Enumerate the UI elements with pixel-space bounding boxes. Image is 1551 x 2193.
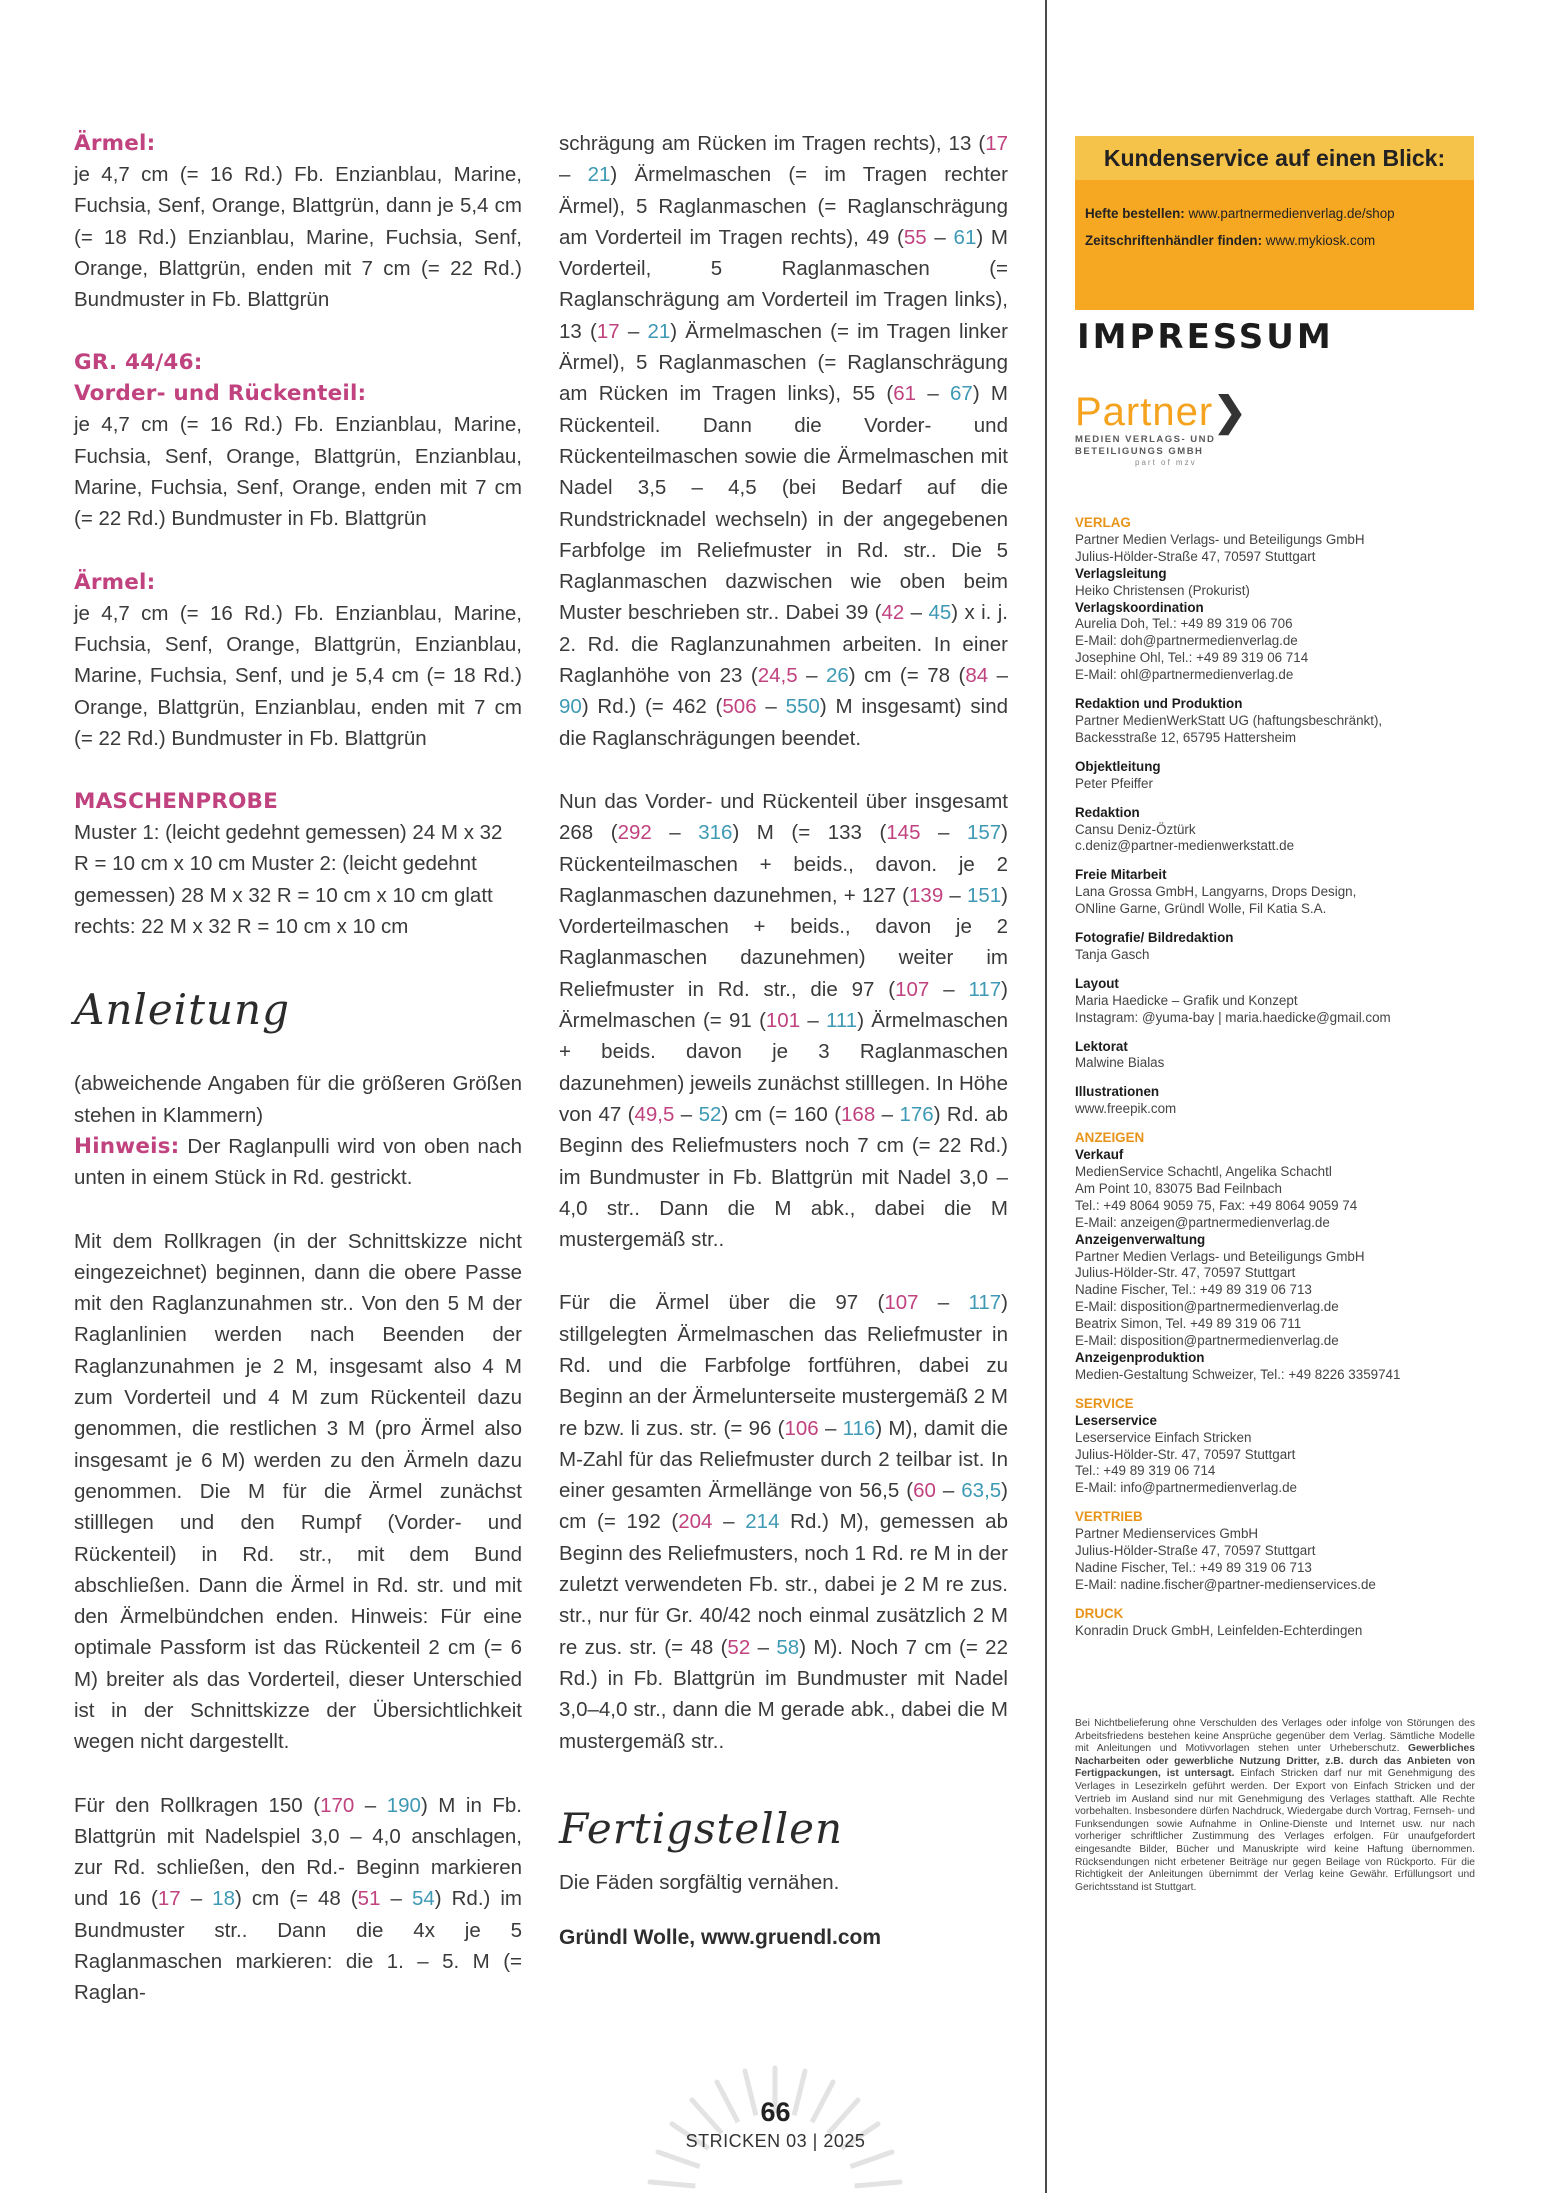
customer-service-title: Kundenservice auf einen Blick:: [1075, 136, 1474, 180]
paragraph: schrägung am Rücken im Tragen rechts), 13 (17 – 21) Ärmelmaschen (= im Tragen rechter Ärmel), 5 Raglanmaschen (= Raglanschrägung am Vorderteil im Tragen rechts), 49 (55 – 61) M Vorderteil, 5 Raglanmaschen (= Raglanschrägung am Vorderteil im Tragen links), 13 (17 – 21) Ärmelmaschen (= im Tragen linker Ärmel), 5 Raglanmaschen (= Raglanschrägung am Rücken im Tragen links), 55 (61 – 67) M Rückenteil. Dann die Vorder- und Rückenteilmaschen sowie die Ärmelmaschen mit Nadel 3,5 – 4,5 (bei Bedarf auf die Rundstricknadel wechseln) in der angegebenen Farbfolge im Reliefmuster in Rd. str.. Die 5 Raglanmaschen dazwischen wie oben beim Muster beschrieben str.. Dabei 39 (42 – 45) x i. j. 2. Rd. die Raglanzunahmen arbeiten. In einer Raglanhöhe von 23 (24,5 – 26) cm (= 78 (84 – 90) Rd.) (= 462 (506 – 550) M insgesamt) sind die Raglanschrägungen beendet.: [559, 132, 1009, 750]
hint-label: Hinweis:: [74, 1133, 180, 1159]
hint-text: Der Raglanpulli wird von oben nach unten in einem Stück in Rd. gestrickt.: [74, 1134, 522, 1190]
paragraph: je 4,7 cm (= 16 Rd.) Fb. Enzianblau, Marine, Fuchsia, Senf, Orange, Blattgrün, Enzianblau, Marine, Fuchsia, Senf, und je 5,4 cm (= 18 Rd.) Orange, Blattgrün, Enzianblau, enden mit 7 cm (= 22 Rd.) Bundmuster in Fb. Blattgrün: [74, 601, 522, 750]
legal-notice: Bei Nichtbelieferung ohne Verschulden des Verlages oder infolge von Störungen des Arbeitsfriedens bestehen keine Ansprüche gegenüber dem Verlag. Sämtliche Modelle mit Anleitungen und Motivvorlagen stehen unter Urheberschutz. Gewerbliches Nacharbeiten oder gewerbliche Nutzung Dritter, z.B. durch das Anbieten von Fertigpackungen, ist untersagt. Einfach Stricken darf nur mit Genehmigung des Verlages in Lesezirkeln geführt werden. Der Export von Einfach Stricken und der Vertrieb im Ausland sind nur mit Genehmigung des Verlages statthaft. Alle Rechte vorbehalten. Insbesondere dürfen Nachdruck, Wiedergabe durch Vortrag, Fernseh- und Funksendungen sowie Aufnahme in Online-Dienste und Internet usw. nur nach vorheriger schriftlicher Zustimmung des Verlages erfolgen. Für unaufgefordert eingesandte Bilder, Bücher und Manuskripte wird keine Haftung übernommen. Rücksendungen nicht erbetener Beiträge nur gegen Beilage von Rückporto. Für die Richtigkeit der Anleitungen übernimmt der Verlag keine Gewähr. Erfüllungsort und Gerichtsstand ist Stuttgart.: [1075, 1718, 1475, 1893]
paragraph: Mit dem Rollkragen (in der Schnittskizze nicht eingezeichnet) beginnen, dann die obere Passe mit den Raglanzunahmen str.. Von den 5 M der Raglanlinien werden nach Beenden der Raglanzunahmen je 2 M, insgesamt also 4 M zum Vorderteil und 4 M zum Rückenteil dazu genommen, die restlichen 3 M (pro Ärmel also insgesamt je 6 M) werden zu den Ärmeln dazu genommen. Die M für die Ärmel zunächst stilllegen und den Rumpf (Vorder- und Rückenteil) in Rd. str., mit dem Bund abschließen. Dann die Ärmel in Rd. str. und mit den Ärmelbündchen enden. Hinweis: Für eine optimale Passform ist das Rückenteil 2 cm (= 6 M) breiter als das Vorderteil, dieser Unterschied ist in der Schnittskizze der Übersichtlichkeit wegen nicht dargestellt.: [74, 1229, 522, 1754]
paragraph: Muster 1: (leicht gedehnt gemessen) 24 M x 32 R = 10 cm x 10 cm Muster 2: (leicht gedehnt gemessen) 28 M x 32 R = 10 cm x 10 cm glatt rechts: 22 M x 32 R = 10 cm x 10 cm: [74, 821, 503, 939]
paragraph: Für den Rollkragen 150 (170 – 190) M in Fb. Blattgrün mit Nadelspiel 3,0 – 4,0 anschlagen, zur Rd. schließen, den Rd.- Beginn markieren und 16 (17 – 18) cm (= 48 (51 – 54) Rd.) im Bundmuster str.. Dann die 4x je 5 Raglanmaschen markieren: die 1. – 5. M (= Raglan-: [74, 1793, 523, 2005]
order-line: Hefte bestellen: www.partnermedienverlag.de/shop: [1085, 206, 1395, 221]
column-divider: [1045, 0, 1047, 2193]
paragraph: je 4,7 cm (= 16 Rd.) Fb. Enzianblau, Marine, Fuchsia, Senf, Orange, Blattgrün, Enzianblau, Marine, Fuchsia, Senf, Orange, enden mit 7 cm (= 22 Rd.) Bundmuster in Fb. Blattgrün: [74, 413, 522, 531]
publisher-logo: Partner❯ MEDIEN VERLAGS- UND BETEILIGUNGS GMBH part of mzv: [1075, 390, 1248, 467]
customer-service-box: [1075, 136, 1474, 310]
paragraph: Nun das Vorder- und Rückenteil über insgesamt 268 (292 – 316) M (= 133 (145 – 157) Rückenteilmaschen + beids., davon. je 2 Raglanmaschen dazunehmen, + 127 (139 – 151) Vorderteilmaschen + beids., davon je 2 Raglanmaschen dazunehmen) weiter im Reliefmuster in Rd. str., die 97 (107 – 117) Ärmelmaschen (= 91 (101 – 111) Ärmelmaschen + beids. davon je 3 Raglanmaschen dazunehmen) jeweils zunächst stilllegen. In Höhe von 47 (49,5 – 52) cm (= 160 (168 – 176) Rd. ab Beginn des Reliefmusters noch 7 cm (= 22 Rd.) im Bundmuster in Fb. Blattgrün mit Nadel 3,0 – 4,0 str.. Dann die M abk., dabei die M mustergemäß str..: [559, 789, 1009, 1252]
heading-aermel: Ärmel:: [74, 131, 156, 156]
kiosk-link[interactable]: www.mykiosk.com: [1262, 233, 1376, 248]
paragraph: (abweichende Angaben für die größeren Größen stehen in Klammern): [74, 1072, 522, 1127]
impressum-details: VERLAG Partner Medien Verlags- und Beteiligungs GmbH Julius-Hölder-Straße 47, 70597 Stuttgart Verlagsleitung Heiko Christensen (Prokurist) Verlagskoordination Aurelia Doh, Tel.: +49 89 319 06 706 E-Mail: doh@partnermedienverlag.de Josephine Ohl, Tel.: +49 89 319 06 714 E-Mail: ohl@partnermedienverlag.de Redaktion und Produktion Partner MedienWerkStatt UG (haftungsbeschränkt), Backesstraße 12, 65795 Hattersheim Objektleitung Peter Pfeiffer Redaktion Cansu Deniz-Öztürk c.deniz@partner-medienwerkstatt.de Freie Mitarbeit Lana Grossa GmbH, Langyarns, Drops Design, ONline Garne, Gründl Wolle, Fil Katia S.A. Fotografie/ Bildredaktion Tanja Gasch Layout Maria Haedicke – Grafik und Konzept Instagram: @yuma-bay | maria.haedicke@gmail.com Lektorat Malwine Bialas Illustrationen www.freepik.com ANZEIGEN Verkauf MedienService Schachtl, Angelika Schachtl Am Point 10, 83075 Bad Feilnbach Tel.: +49 8064 9059 75, Fax: +49 8064 9059 74 E-Mail: anzeigen@partnermedienverlag.de Anzeigenverwaltung Partner Medien Verlags- und Beteiligungs GmbH Julius-Hölder-Str. 47, 70597 Stuttgart Nadine Fischer, Tel.: +49 89 319 06 713 E-Mail: disposition@partnermedienverlag.de Beatrix Simon, Tel. +49 89 319 06 711 E-Mail: disposition@partnermedienverlag.de Anzeigenproduktion Medien-Gestaltung Schweizer, Tel.: +49 8226 3359741 SERVICE Leserservice Leserservice Einfach Stricken Julius-Hölder-Str. 47, 70597 Stuttgart Tel.: +49 89 319 06 714 E-Mail: info@partnermedienverlag.de VERTRIEB Partner Medienservices GmbH Julius-Hölder-Straße 47, 70597 Stuttgart Nadine Fischer, Tel.: +49 89 319 06 713 E-Mail: nadine.fischer@partner-medienservices.de DRUCK Konradin Druck GmbH, Leinfelden-Echterdingen: [1075, 515, 1401, 1638]
paragraph: je 4,7 cm (= 16 Rd.) Fb. Enzianblau, Marine, Fuchsia, Senf, Orange, Blattgrün, dann je 5,4 cm (= 18 Rd.) Enzianblau, Marine, Fuchsia, Senf, Orange, Blattgrün, enden mit 7 cm (= 22 Rd.) Bundmuster in Fb. Blattgrün: [74, 163, 522, 312]
heading-size: GR. 44/46:: [74, 350, 203, 376]
paragraph: [74, 1131, 522, 1194]
paragraph: Für die Ärmel über die 97 (107 – 117) stillgelegten Ärmelmaschen das Reliefmuster in Rd. und die Farbfolge fortführen, dabei zu Beginn an der Ärmelunterseite mustergemäß 2 M re bzw. li zus. str. (= 96 (106 – 116) M), damit die M-Zahl für das Reliefmuster durch 2 teilbar ist. In einer gesamten Ärmellänge von 56,5 (60 – 63,5) cm (= 192 (204 – 214 Rd.) M), gemessen ab Beginn des Reliefmusters, noch 1 Rd. re M in der zuletzt verwendeten Fb. str., dabei je 2 M re zus. str., nur für Gr. 40/42 noch einmal zusätzlich 2 M re zus. str. (= 48 (52 – 58) M). Noch 7 cm (= 22 Rd.) in Fb. Blattgrün im Bundmuster mit Nadel 3,0–4,0 str., dann die M gerade abk., dabei die M mustergemäß str..: [559, 1291, 1009, 1753]
page-number: 66: [760, 2097, 791, 2127]
retailer-line: Zeitschriftenhändler finden: www.mykiosk.com: [1085, 233, 1376, 248]
shop-link[interactable]: www.partnermedienverlag.de/shop: [1184, 206, 1395, 221]
heading-aermel: Ärmel:: [74, 569, 156, 595]
paragraph: Die Fäden sorgfältig vernähen.: [559, 1870, 840, 1894]
yarn-source: Gründl Wolle, www.gruendl.com: [559, 1926, 882, 1950]
section-title-anleitung: Anleitung: [74, 985, 290, 1035]
section-title-fertigstellen: Fertigstellen: [559, 1803, 844, 1853]
middle-column: [559, 128, 1008, 1953]
impressum-title: IMPRESSUM: [1077, 317, 1334, 357]
heading-maschenprobe: MASCHENPROBE: [74, 789, 279, 815]
magazine-issue: STRICKEN 03 | 2025: [685, 2131, 866, 2151]
left-column: [74, 128, 522, 2009]
heading-vorder-rueckenteil: Vorder- und Rückenteil:: [74, 381, 367, 407]
